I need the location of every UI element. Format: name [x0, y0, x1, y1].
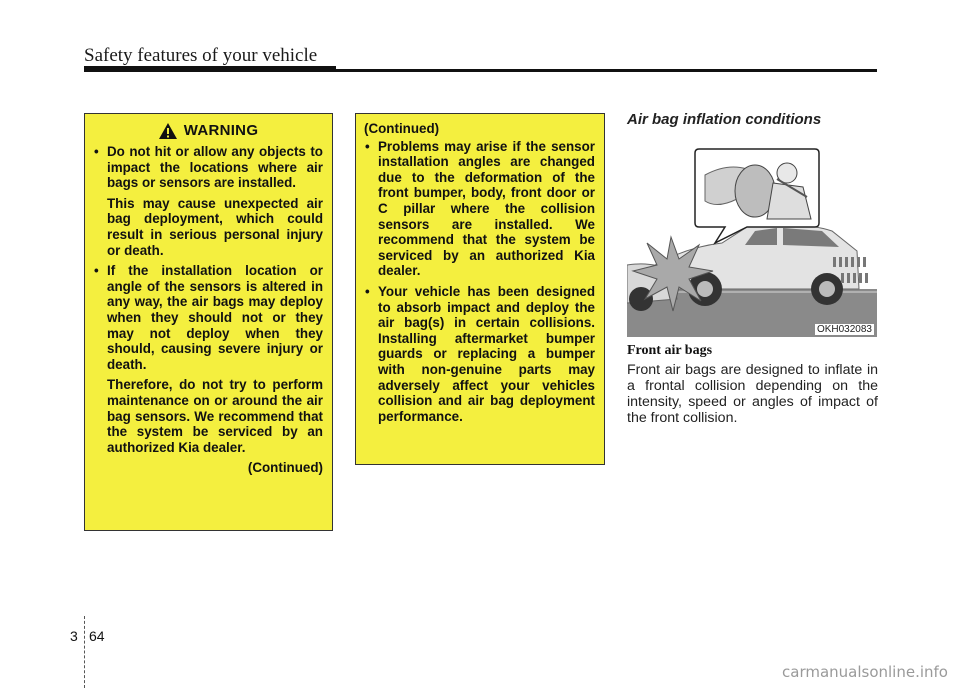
collision-drawing: [627, 139, 877, 337]
warning-heading-text: WARNING: [183, 122, 259, 140]
warning-box-middle: [355, 113, 605, 465]
warning-paragraph: This may cause unexpected air bag deployment, which could result in serious personal injury or death.: [107, 195, 323, 258]
body-paragraph: Front air bags are designed to inflate in a frontal collision depending on the intensity, speed or angles of impact of the front collision.: [627, 362, 878, 426]
warning-bullet: [364, 284, 595, 424]
continued-label: (Continued): [247, 460, 323, 476]
frontal-collision-illustration: [627, 139, 877, 337]
warning-paragraph: Therefore, do not try to perform maintenance on or around the air bag sensors. We recommend that the system be serviced by an authorized Kia dealer.: [107, 377, 323, 455]
warning-box-left: [84, 113, 333, 531]
warning-bullet-text: Your vehicle has been designed to absorb impact and deploy the air bag(s) in certain collisions. Installing aftermarket bumper guards or replacing a bumper with non-genuine parts may adversely affect your vehicles collision and air bag deployment performance.: [378, 283, 595, 424]
continued-label: (Continued): [364, 121, 440, 136]
warning-bullet: [364, 139, 595, 279]
section-title: Air bag inflation conditions: [627, 111, 822, 128]
warning-bullet-text: Problems may arise if the sensor installation angles are changed due to the deformation of the front bumper, body, front door or C pillar where the collision sensors are installed. We recommend that the system be serviced by an authorized Kia dealer.: [378, 138, 595, 279]
bullet-dot-icon: •: [94, 263, 99, 279]
warning-bullet-text: If the installation location or angle of the sensors is altered in any way, the air bags may deploy when they should not or they may not deploy when they should, causing severe injury or death.: [107, 263, 323, 372]
header-title: Safety features of your vehicle: [84, 45, 318, 66]
bullet-dot-icon: •: [94, 144, 99, 159]
warning-triangle-icon: [158, 122, 178, 140]
bullet-dot-icon: •: [365, 138, 370, 154]
figure-label: OKH032083: [816, 324, 872, 335]
page-number: 64: [89, 628, 105, 644]
warning-heading: [93, 122, 323, 140]
warning-bullet: [93, 144, 323, 191]
footer-divider: [84, 616, 85, 688]
watermark: carmanualsonline.info: [782, 663, 948, 681]
warning-bullet-text: Do not hit or allow any objects to impact the locations where air bags or sensors are installed.: [107, 144, 323, 191]
warning-bullet: [93, 263, 323, 372]
bullet-dot-icon: •: [365, 283, 370, 299]
subsection-title: Front air bags: [627, 343, 713, 358]
chapter-number: 3: [70, 628, 78, 644]
header-rule: [84, 69, 877, 72]
